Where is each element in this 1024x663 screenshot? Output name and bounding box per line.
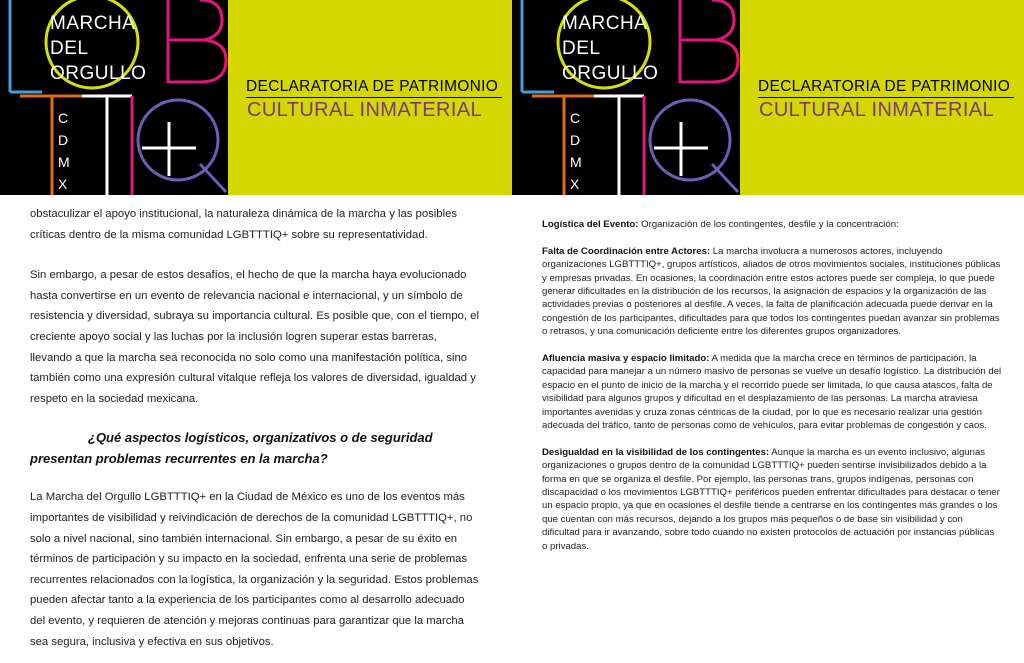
right-body-text	[542, 218, 1002, 567]
logo-city-letter: C	[570, 110, 581, 126]
logo-word-marcha: MARCHA	[562, 13, 648, 34]
section-text: A medida que la marcha crece en términos de participación, la capacidad para manejar a un número masivo de personas se vuelve un desafío logístico. La distribución del espacio en el punto de inicio de la marcha y el recorrido puede ser limitada, lo que causa atascos, falta de visibilidad para algunos grupos y dificultad en el desplazamiento de las personas. La marcha atraviesa importantes avenidas y cruza zonas céntricas de la ciudad, por lo que es necesario realizar una gestión adecuada del tráfico, tanto de personas como de vehículos, para evitar problemas de congestión y caos.	[542, 353, 1002, 432]
banner-title: DECLARATORIA DE PATRIMONIO	[758, 78, 1011, 95]
section-question-heading: ¿Qué aspectos logísticos, organizativos o de seguridad presentan problemas recurrentes en la marcha?	[30, 430, 433, 467]
banner-subtitle: CULTURAL INMATERIAL	[247, 99, 483, 121]
right-page	[512, 0, 1024, 663]
logo-city-letter: D	[570, 132, 581, 148]
logo-word-orgullo: ORGULLO	[562, 63, 659, 84]
marcha-orgullo-logo	[0, 0, 228, 195]
section-afluencia	[542, 352, 1002, 432]
section-label: Logística del Evento:	[542, 219, 639, 230]
paragraph: obstaculizar el apoyo institucional, la naturaleza dinámica de la marcha y las posibles críticas dentro de la misma comunidad LGBTTTIQ+ sobre su representatividad.	[30, 208, 458, 241]
section-text: La marcha involucra a numerosos actores, incluyendo organizaciones LGBTTTIQ+, grupos artísticos, aliados de otros movimientos sociales, instituciones públicas y empresas privadas. En ocasiones, la coordinación entre estos actores puede ser compleja, lo que puede generar dificultades en la distribución de los recursos, la asignación de espacios y la organización de las actividades previas o posteriores al desfile. A veces, la falta de planificación adecuada puede derivar en la congestión de los participantes, dificultades para que todos los contingentes puedan avanzar sin problemas o retrasos, y una comunicación deficiente entre los diferentes grupos organizadores.	[542, 245, 1001, 338]
paragraph: La Marcha del Orgullo LGBTTTIQ+ en la Ciudad de México es uno de los eventos más importantes de visibilidad y reivindicación de derechos de la comunidad LGBTTTIQ+, no solo a nivel nacional, sino también internacional. Sin embargo, a pesar de su éxito en términos de participación y su impacto en la sociedad, enfrenta una serie de problemas recurrentes relacionados con la logística, la organización y la seguridad. Estos problemas pueden afectar tanto a la experiencia de los participantes como al desarrollo adecuado del evento, y requieren de atención y mejoras continuas para garantizar que la marcha sea segura, inclusiva y efectiva en sus objetivos.	[30, 491, 479, 648]
banner-divider	[246, 97, 502, 98]
paragraph: Sin embargo, a pesar de estos desafíos, el hecho de que la marcha haya evolucionado hasta convertirse en un evento de relevancia nacional e internacional, y un símbolo de resistencia y diversidad, subraya su importancia cultural. Es posible que, con el tiempo, el creciente apoyo social y las luchas por la inclusión logren superar estas barreras, llevando a que la marcha sea reconocida no solo como una manifestación política, sino también como una expresión cultural vitalque refleja los valores de diversidad, igualdad y respeto en la sociedad mexicana.	[30, 269, 479, 405]
logo-word-del: DEL	[562, 38, 601, 59]
section-logistica	[542, 218, 1002, 231]
logo-city-letter: C	[58, 110, 69, 126]
banner-divider	[758, 97, 1014, 98]
section-coordinacion	[542, 245, 1002, 339]
section-label: Desigualdad en la visibilidad de los contingentes:	[542, 446, 770, 458]
logo-city-letter: M	[58, 154, 70, 170]
logo-word-orgullo: ORGULLO	[50, 63, 147, 84]
banner-title: DECLARATORIA DE PATRIMONIO	[246, 78, 499, 95]
header-banner	[0, 0, 512, 195]
section-text: Organización de los contingentes, desfile y la concentración:	[638, 219, 899, 230]
section-text: Aunque la marcha es un evento inclusivo, algunas organizaciones o grupos dentro de la comunidad LGBTTTIQ+ pueden sentirse invisibilizados debido a la forma en que se organiza el desfile. Por ejemplo, las personas trans, grupos indígenas, personas con discapacidad o los movimientos LGBTTTIQ+ periféricos pueden enfrentar dificultades para destacar o tener un espacio propio, ya que en ocasiones el desfile tiende a centrarse en los contingentes más grandes o los que cuentan con más recursos, dejando a los grupos más pequeños o de base sin visibilidad y con dificultad para ir avanzando, sobre todo cuando no existen protocolos de actuación por instancias públicas o privadas.	[542, 446, 1000, 552]
logo-city-letter: D	[58, 132, 69, 148]
logo-city-letter: X	[58, 176, 68, 192]
logo-city-letter: X	[570, 176, 580, 192]
section-desigualdad	[542, 446, 1002, 553]
left-body-text	[30, 204, 480, 663]
banner-subtitle: CULTURAL INMATERIAL	[759, 99, 995, 121]
logo-word-marcha: MARCHA	[50, 13, 136, 34]
logo-city-letter: M	[570, 154, 582, 170]
marcha-orgullo-logo	[512, 0, 740, 195]
section-label: Falta de Coordinación entre Actores:	[542, 245, 711, 257]
section-label: Afluencia masiva y espacio limitado:	[542, 353, 710, 365]
header-banner	[512, 0, 1024, 195]
logo-word-del: DEL	[50, 38, 89, 59]
